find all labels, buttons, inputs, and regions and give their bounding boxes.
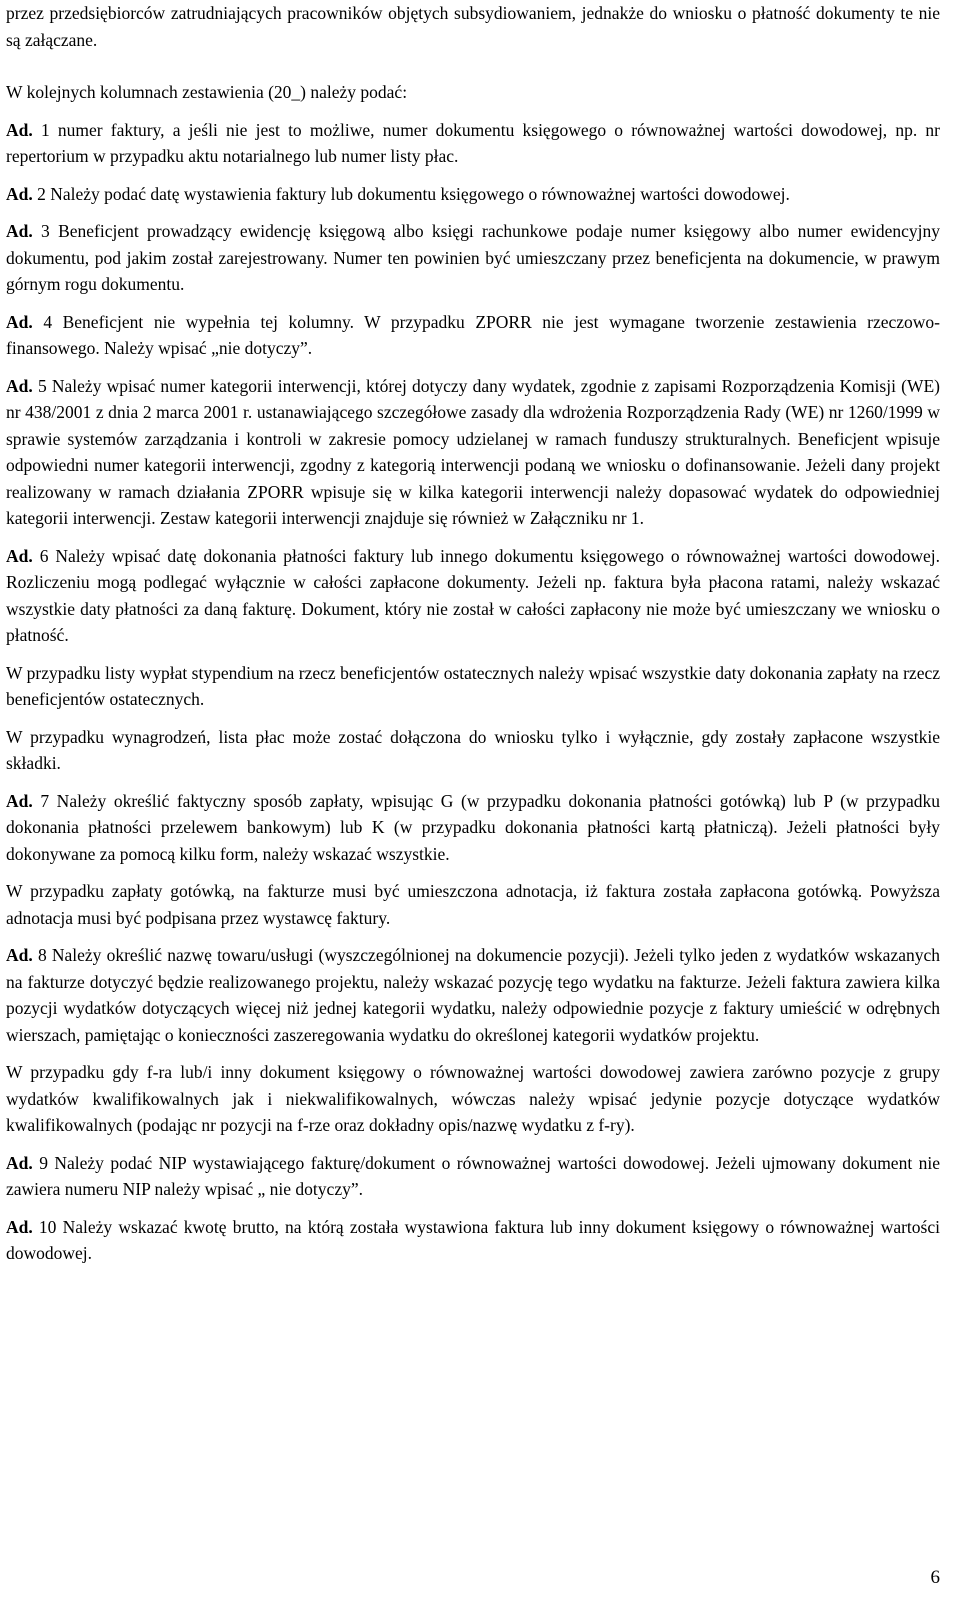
- ad-label: Ad.: [6, 221, 33, 241]
- paragraph-ad-10: [6, 1214, 940, 1267]
- page-number: 6: [930, 1566, 940, 1588]
- paragraph-text: Należy podać NIP wystawiającego fakturę/dokument o równoważnej wartości dowodowej. Jeżeli ujmowany dokument nie zawiera numeru NIP należy wpisać „ nie dotyczy”.: [6, 1152, 940, 1199]
- paragraph-ad-5: [6, 373, 940, 532]
- paragraph-text: Należy wpisać datę dokonania płatności faktury lub innego dokumentu księgowego o równoważnej wartości dowodowej. Rozliczeniu mogą podlegać wyłącznie w całości zapłacone dokumenty. Jeżeli np. faktura była płacona ratami, należy wskazać wszystkie daty płatności za daną fakturę. Dokument, który nie został w całości zapłacony nie może być umieszczany we wniosku o płatność.: [6, 545, 940, 645]
- paragraph-ad-7: [6, 788, 940, 868]
- paragraph-wynagrodzenia: [6, 724, 940, 777]
- ad-number: 7: [40, 790, 50, 811]
- paragraph-ad-2: [6, 181, 940, 208]
- paragraph-text: Należy podać datę wystawienia faktury lub dokumentu księgowego o równoważnej wartości dowodowej.: [45, 183, 790, 204]
- paragraph-ad-9: [6, 1150, 940, 1203]
- ad-label: Ad.: [6, 945, 33, 965]
- paragraph-text: Należy określić faktyczny sposób zapłaty, wpisując G (w przypadku dokonania płatności gotówką) lub P (w przypadku dokonania płatności przelewem bankowym) lub K (w przypadku dokonania płatności kartą płatniczą). Jeżeli płatności były dokonywane za pomocą kilku form, należy wskazać wszystkie.: [6, 790, 940, 864]
- paragraph-stypendium: [6, 660, 940, 713]
- paragraph-continuation: [6, 0, 940, 53]
- paragraph-text: W przypadku zapłaty gotówką, na fakturze musi być umieszczona adnotacja, iż faktura została zapłacona gotówką. Powyższa adnotacja musi być podpisana przez wystawcę faktury.: [6, 881, 940, 928]
- ad-number: 9: [39, 1152, 48, 1173]
- ad-label: Ad.: [6, 545, 33, 566]
- ad-number: 2: [37, 183, 46, 204]
- paragraph-text: Należy określić nazwę towaru/usługi (wyszczególnionej na dokumencie pozycji). Jeżeli tylko jeden z wydatków wskazanych na fakturze dotyczyć będzie realizowanego projektu, należy wskazać pozycję tego wydatku na fakturze. Jeżeli faktura zawiera kilka pozycji wydatków dotyczących więcej niż jednej kategorii wydatku, należy odpowiednie pozycje z faktury umieścić w odrębnych wierszach, pamiętając o konieczności zaszeregowania wydatku do określonej kategorii wydatków projektu.: [6, 945, 940, 1045]
- paragraph-fra: [6, 1059, 940, 1139]
- ad-label: Ad.: [6, 1216, 33, 1237]
- paragraph-text: W przypadku gdy f-ra lub/i inny dokument księgowy o równoważnej wartości dowodowej zawiera zarówno pozycje z grupy wydatków kwalifikowalnych jak i niekwalifikowalnych, wówczas należy wpisać jedynie pozycje dotyczące wydatków kwalifikowalnych (podając nr pozycji na f-rze oraz dokładny opis/nazwę wydatku z f-ry).: [6, 1062, 940, 1135]
- paragraph-text: W przypadku listy wypłat stypendium na rzecz beneficjentów ostatecznych należy wpisać wszystkie daty dokonania zapłaty na rzecz beneficjentów ostatecznych.: [6, 662, 940, 709]
- ad-number: 3: [41, 221, 50, 241]
- ad-label: Ad.: [6, 183, 33, 204]
- paragraph-text: numer faktury, a jeśli nie jest to możliwe, numer dokumentu księgowego o równoważnej wartości dowodowej, np. nr repertorium w przypadku aktu notarialnego lub numer listy płac.: [6, 119, 940, 166]
- ad-number: 10: [38, 1216, 57, 1237]
- paragraph-text: Należy wskazać kwotę brutto, na którą została wystawiona faktura lub inny dokument księgowy o równoważnej wartości dowodowej.: [6, 1216, 940, 1263]
- paragraph-gotowka: [6, 878, 940, 931]
- paragraph-ad-3: [6, 218, 940, 298]
- ad-label: Ad.: [6, 375, 33, 396]
- ad-label: Ad.: [6, 1152, 33, 1173]
- paragraph-text: W kolejnych kolumnach zestawienia (20_) należy podać:: [6, 82, 408, 102]
- paragraph-ad-1: [6, 117, 940, 170]
- ad-number: 1: [40, 119, 50, 140]
- ad-number: 5: [37, 375, 47, 396]
- ad-number: 8: [37, 945, 47, 965]
- paragraph-text: przez przedsiębiorców zatrudniających pracowników objętych subsydiowaniem, jednakże do wniosku o płatność dokumenty te nie są załączane.: [6, 3, 940, 50]
- paragraph-columns-intro: [6, 79, 940, 106]
- ad-label: Ad.: [6, 311, 33, 332]
- ad-label: Ad.: [6, 119, 33, 140]
- ad-label: Ad.: [6, 790, 33, 811]
- paragraph-ad-6: [6, 543, 940, 649]
- ad-number: 4: [43, 311, 53, 332]
- ad-number: 6: [39, 545, 49, 566]
- paragraph-text: Beneficjent prowadzący ewidencję księgową albo księgi rachunkowe podaje numer księgowy albo numer ewidencyjny dokumentu, pod jakim został zarejestrowany. Numer ten powinien być umieszczany przez beneficjenta na dokumencie, w prawym górnym rogu dokumentu.: [6, 221, 940, 294]
- paragraph-text: Beneficjent nie wypełnia tej kolumny. W przypadku ZPORR nie jest wymagane tworzenie zestawienia rzeczowo-finansowego. Należy wpisać „nie dotyczy”.: [6, 311, 941, 358]
- paragraph-ad-8: [6, 942, 940, 1048]
- paragraph-text: W przypadku wynagrodzeń, lista płac może zostać dołączona do wniosku tylko i wyłącznie, gdy zostały zapłacone wszystkie składki.: [6, 726, 940, 773]
- paragraph-text: Należy wpisać numer kategorii interwencji, której dotyczy dany wydatek, zgodnie z zapisami Rozporządzenia Komisji (WE) nr 438/2001 z dnia 2 marca 2001 r. ustanawiającego szczegółowe zasady dla wdrożenia Rozporządzenia Rady (WE) nr 1260/1999 w sprawie systemów zarządzania i kontroli w zakresie pomocy udzielanej w ramach funduszy strukturalnych. Beneficjent wpisuje odpowiedni numer kategorii interwencji, zgodny z kategorią interwencji podaną we wniosku o dofinansowanie. Jeżeli dany projekt realizowany w ramach działania ZPORR wpisuje się w kilka kategorii interwencji należy dopasować wydatek do odpowiedniej kategorii interwencji. Zestaw kategorii interwencji znajduje się również w Załączniku nr 1.: [6, 375, 941, 528]
- paragraph-ad-4: [6, 309, 940, 362]
